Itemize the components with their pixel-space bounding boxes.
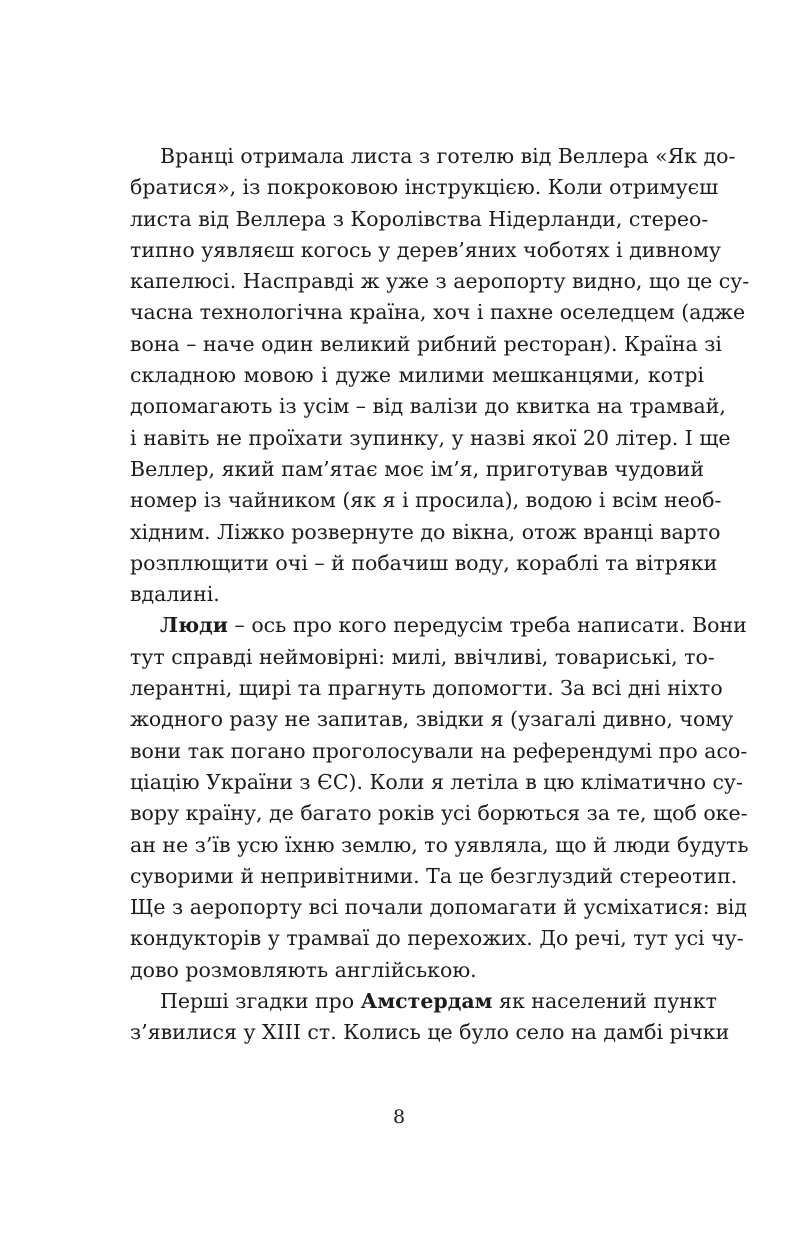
text-line: кондукторів у трамваї до перехожих. До речі, тут усі чу- bbox=[130, 926, 744, 951]
text-line: суворими й непривітними. Та це безглуздий стереотип. bbox=[130, 863, 738, 888]
paragraph-3 bbox=[130, 986, 730, 1049]
text-line: ціацію України з ЄС). Коли я летіла в цю кліматично су- bbox=[130, 769, 743, 794]
text-line: дово розмовляють англійською. bbox=[130, 957, 477, 982]
text-line: допомагають із усім – від валізи до квитка на трамвай, bbox=[130, 394, 726, 419]
text-line: часна технологічна країна, хоч і пахне оселедцем (адже bbox=[130, 300, 746, 325]
text-line: тут справді неймовірні: милі, ввічливі, товариські, то- bbox=[130, 644, 715, 669]
paragraph-1 bbox=[130, 141, 750, 610]
text-line: ан не з’їв усю їхню землю, то уявляла, що й люди будуть bbox=[130, 832, 749, 857]
text-line: типно уявляєш когось у дерев’яних чоботях і дивному bbox=[130, 237, 721, 262]
bold-term: Люди bbox=[160, 613, 229, 638]
text-line: вору країну, де багато років усі борються за те, щоб оке- bbox=[130, 801, 748, 826]
text-line: номер із чайником (як я і просила), водою і всім необ- bbox=[130, 488, 722, 513]
text-run: – ось про кого передусім треба написати. Вони bbox=[228, 613, 747, 638]
text-line: лерантні, щирі та прагнуть допомогти. За всі дні ніхто bbox=[130, 676, 723, 701]
text-line: складною мовою і дуже милими мешканцями, котрі bbox=[130, 363, 704, 388]
text-line: хідним. Ліжко розвернуте до вікна, отож вранці варто bbox=[130, 519, 721, 544]
text-line: з’явилися у XIII ст. Колись це було село на дамбі річки bbox=[130, 1020, 730, 1045]
text-line: вона – наче один великий рибний ресторан). Країна зі bbox=[130, 331, 722, 356]
text-line: вони так погано проголосували на референдумі про асо- bbox=[130, 738, 748, 763]
text-run: Перші згадки про bbox=[160, 989, 361, 1014]
bold-term: Амстердам bbox=[360, 989, 493, 1014]
text-line: Вранці отримала листа з готелю від Веллера «Як до- bbox=[160, 144, 736, 168]
text-line: жодного разу не запитав, звідки я (узагалі дивно, чому bbox=[130, 707, 734, 732]
text-line bbox=[130, 610, 747, 641]
text-line: листа від Веллера з Королівства Нідерланди, стерео- bbox=[130, 206, 709, 231]
text-line: вдалині. bbox=[130, 582, 220, 607]
text-line: і навіть не проїхати зупинку, у назві якої 20 літер. І ще bbox=[130, 425, 731, 450]
page-number: 8 bbox=[392, 1106, 406, 1128]
text-run: як населений пункт bbox=[492, 989, 717, 1014]
body-text bbox=[130, 141, 750, 1049]
text-line: братися», із покроковою інструкцією. Коли отримуєш bbox=[130, 175, 719, 200]
text-line bbox=[130, 986, 717, 1017]
text-line: Ще з аеропорту всі почали допомагати й усміхатися: від bbox=[130, 895, 747, 920]
text-line: розплющити очі – й побачиш воду, кораблі та вітряки bbox=[130, 550, 718, 575]
text-line: капелюсі. Насправді ж уже з аеропорту видно, що це су- bbox=[130, 269, 750, 294]
paragraph-2 bbox=[130, 610, 749, 986]
text-line: Веллер, який пам’ятає моє ім’я, приготував чудовий bbox=[130, 456, 704, 481]
